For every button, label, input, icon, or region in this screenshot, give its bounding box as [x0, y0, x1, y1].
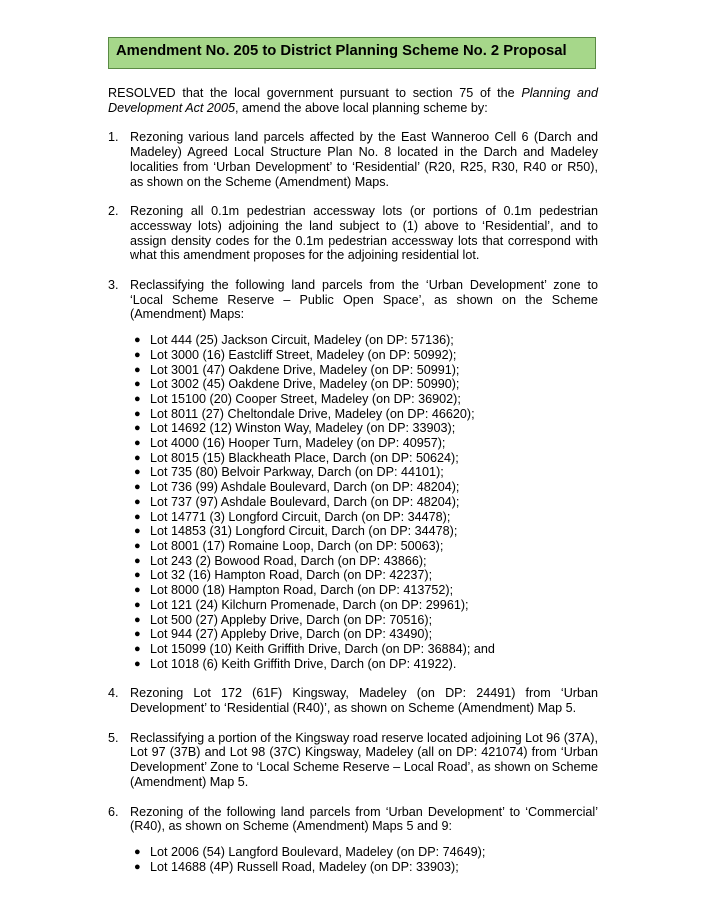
lot-list-item: [130, 554, 598, 569]
bullet-icon: ●: [134, 628, 141, 641]
bullet-icon: ●: [134, 539, 141, 552]
resolution-list: [108, 130, 598, 874]
bullet-icon: ●: [134, 657, 141, 670]
lot-list-item: [130, 407, 598, 422]
bullet-icon: ●: [134, 481, 141, 494]
lot-list-item: [130, 568, 598, 583]
lot-text: Lot 121 (24) Kilchurn Promenade, Darch (on DP: 29961);: [150, 597, 469, 612]
item-text: Rezoning various land parcels affected by the East Wanneroo Cell 6 (Darch and Madeley) Agreed Local Structure Plan No. 8 located in the Darch and Madeley localities from ‘Urban Development’ to ‘Residential’ (R20, R25, R30, R40 or R50), as shown on the Scheme (Amendment) Maps.: [130, 130, 598, 189]
item-number: 4.: [108, 686, 119, 701]
lot-text: Lot 3001 (47) Oakdene Drive, Madeley (on DP: 50991);: [150, 362, 460, 377]
lot-list-item: [130, 348, 598, 363]
lot-list-item: [130, 421, 598, 436]
resolution-item: [108, 686, 598, 715]
lot-text: Lot 735 (80) Belvoir Parkway, Darch (on DP: 44101);: [150, 465, 444, 480]
bullet-icon: ●: [134, 510, 141, 523]
item-body: [130, 805, 598, 875]
lot-text: Lot 14692 (12) Winston Way, Madeley (on DP: 33903);: [150, 421, 456, 436]
lot-text: Lot 8001 (17) Romaine Loop, Darch (on DP: 50063);: [150, 538, 444, 553]
item-body: [130, 731, 598, 790]
bullet-icon: ●: [134, 613, 141, 626]
document-body: [108, 86, 598, 874]
lot-list-item: [130, 598, 598, 613]
item-number: 2.: [108, 204, 119, 219]
bullet-icon: ●: [134, 598, 141, 611]
resolution-item: [108, 204, 598, 263]
bullet-icon: ●: [134, 860, 141, 873]
item-number: 3.: [108, 278, 119, 293]
lot-list-item: [130, 583, 598, 598]
lot-list-item: [130, 451, 598, 466]
lot-text: Lot 944 (27) Appleby Drive, Darch (on DP: 43490);: [150, 627, 433, 642]
lot-list-item: [130, 524, 598, 539]
bullet-icon: ●: [134, 584, 141, 597]
lot-list: [130, 845, 598, 874]
lot-text: Lot 243 (2) Bowood Road, Darch (on DP: 43866);: [150, 553, 427, 568]
lot-text: Lot 14853 (31) Longford Circuit, Darch (on DP: 34478);: [150, 524, 458, 539]
bullet-icon: ●: [134, 378, 141, 391]
lot-text: Lot 500 (27) Appleby Drive, Darch (on DP: 70516);: [150, 612, 433, 627]
item-body: [130, 130, 598, 189]
lot-text: Lot 1018 (6) Keith Griffith Drive, Darch (on DP: 41922).: [150, 656, 457, 671]
lot-text: Lot 15099 (10) Keith Griffith Drive, Darch (on DP: 36884); and: [150, 641, 495, 656]
bullet-icon: ●: [134, 407, 141, 420]
lot-text: Lot 14688 (4P) Russell Road, Madeley (on DP: 33903);: [150, 859, 459, 874]
lot-list-item: [130, 642, 598, 657]
intro-before: RESOLVED that the local government pursuant to section 75 of the: [108, 86, 522, 100]
bullet-icon: ●: [134, 495, 141, 508]
lot-list-item: [130, 377, 598, 392]
item-text: Rezoning of the following land parcels from ‘Urban Development’ to ‘Commercial’ (R40), as shown on Scheme (Amendment) Maps 5 and 9:: [130, 804, 598, 834]
intro-act-name: Planning and Development Act 2005: [108, 86, 599, 115]
lot-list-item: [130, 627, 598, 642]
resolution-item: [108, 278, 598, 671]
lot-text: Lot 15100 (20) Cooper Street, Madeley (on DP: 36902);: [150, 391, 461, 406]
bullet-icon: ●: [134, 451, 141, 464]
lot-text: Lot 3000 (16) Eastcliff Street, Madeley (on DP: 50992);: [150, 347, 457, 362]
lot-list-item: [130, 613, 598, 628]
lot-text: Lot 4000 (16) Hooper Turn, Madeley (on DP: 40957);: [150, 436, 446, 451]
lot-list-item: [130, 392, 598, 407]
item-text: Reclassifying a portion of the Kingsway road reserve located adjoining Lot 96 (37A), Lot 97 (37B) and Lot 98 (37C) Kingsway, Madeley (all on DP: 421074) from ‘Urban Development’ Zone to ‘Local Scheme Reserve – Local Road’, as shown on Scheme (Amendment) Map 5.: [130, 730, 598, 789]
item-number: 5.: [108, 730, 119, 745]
intro-paragraph: [108, 86, 598, 115]
item-text: Reclassifying the following land parcels from the ‘Urban Development’ zone to ‘Local Scheme Reserve – Public Open Space’, as shown on the Scheme (Amendment) Maps:: [130, 278, 598, 322]
lot-text: Lot 8000 (18) Hampton Road, Darch (on DP: 413752);: [150, 583, 454, 598]
bullet-icon: ●: [134, 422, 141, 435]
item-number: 6.: [108, 804, 119, 819]
lot-list-item: [130, 480, 598, 495]
lot-list-item: [130, 539, 598, 554]
resolution-item: [108, 805, 598, 875]
bullet-icon: ●: [134, 525, 141, 538]
bullet-icon: ●: [134, 554, 141, 567]
lot-text: Lot 444 (25) Jackson Circuit, Madeley (on DP: 57136);: [150, 333, 454, 348]
lot-list-item: [130, 436, 598, 451]
resolution-item: [108, 130, 598, 189]
bullet-icon: ●: [134, 845, 141, 858]
lot-text: Lot 8015 (15) Blackheath Place, Darch (on DP: 50624);: [150, 450, 459, 465]
bullet-icon: ●: [134, 348, 141, 361]
item-text: Rezoning all 0.1m pedestrian accessway lots (or portions of 0.1m pedestrian accessway lots) adjoining the land subject to (1) above to ‘Residential’, and to assign density codes for the 0.1m pedestrian accessway lots that correspond with what this amendment proposes for the adjoining residential lot.: [130, 204, 598, 263]
bullet-icon: ●: [134, 392, 141, 405]
lot-text: Lot 736 (99) Ashdale Boulevard, Darch (on DP: 48204);: [150, 480, 460, 495]
page-title: Amendment No. 205 to District Planning Scheme No. 2 Proposal: [108, 37, 596, 69]
bullet-icon: ●: [134, 437, 141, 450]
resolution-item: [108, 731, 598, 790]
item-body: [130, 204, 598, 263]
lot-text: Lot 2006 (54) Langford Boulevard, Madeley (on DP: 74649);: [150, 844, 486, 859]
item-body: [130, 686, 598, 715]
bullet-icon: ●: [134, 334, 141, 347]
lot-list: [130, 333, 598, 671]
lot-list-item: [130, 495, 598, 510]
lot-text: Lot 32 (16) Hampton Road, Darch (on DP: 42237);: [150, 568, 433, 583]
lot-list-item: [130, 465, 598, 480]
lot-text: Lot 737 (97) Ashdale Boulevard, Darch (on DP: 48204);: [150, 494, 460, 509]
lot-list-item: [130, 860, 598, 875]
lot-list-item: [130, 333, 598, 348]
bullet-icon: ●: [134, 466, 141, 479]
item-number: 1.: [108, 130, 119, 145]
lot-list-item: [130, 510, 598, 525]
lot-list-item: [130, 363, 598, 378]
lot-text: Lot 3002 (45) Oakdene Drive, Madeley (on DP: 50990);: [150, 377, 460, 392]
bullet-icon: ●: [134, 363, 141, 376]
bullet-icon: ●: [134, 569, 141, 582]
lot-list-item: [130, 845, 598, 860]
lot-text: Lot 14771 (3) Longford Circuit, Darch (on DP: 34478);: [150, 509, 451, 524]
lot-list-item: [130, 657, 598, 672]
lot-text: Lot 8011 (27) Cheltondale Drive, Madeley (on DP: 46620);: [150, 406, 475, 421]
item-text: Rezoning Lot 172 (61F) Kingsway, Madeley (on DP: 24491) from ‘Urban Development’ to ‘Residential (R40)’, as shown on Scheme (Amendment) Map 5.: [130, 686, 598, 716]
bullet-icon: ●: [134, 642, 141, 655]
item-body: [130, 278, 598, 671]
intro-after: , amend the above local planning scheme by:: [234, 100, 488, 115]
